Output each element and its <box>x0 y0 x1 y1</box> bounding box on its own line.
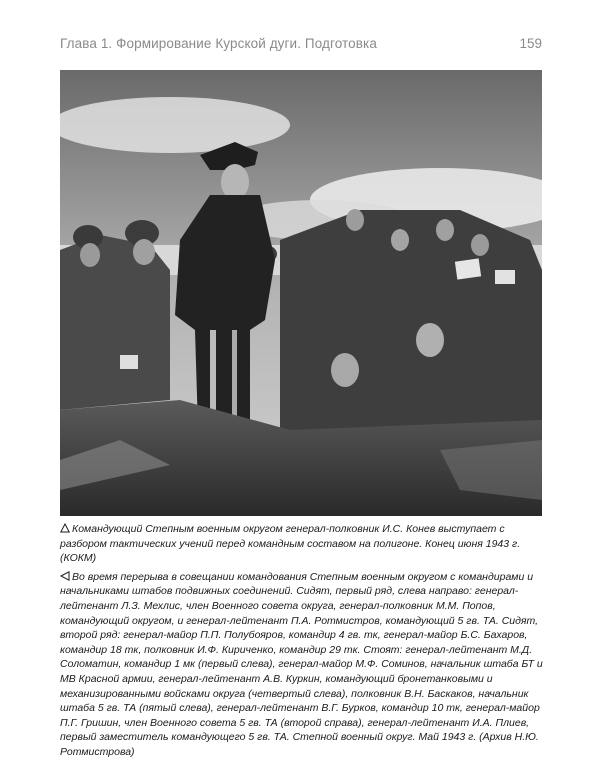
photo-paper <box>495 270 515 284</box>
page-number: 159 <box>519 36 542 51</box>
up-triangle-icon <box>60 523 70 535</box>
photo-face <box>436 219 454 241</box>
photo-face <box>331 353 359 387</box>
photo-face <box>416 323 444 357</box>
photo-face <box>80 243 100 267</box>
photo-face <box>391 229 409 251</box>
caption-text: Во время перерыва в совещании командования Степным военным округом с командирами и начальниками штабов подвижных соединений. Сидят, первый ряд, слева направо: генерал-лейтенант Л.З. Мехлис, член Военного совета округа, генерал-полковник М.М. Попов, командующий округом, и генерал-лейтенант П.А. Ротмистров, командующий 5 гв. ТА. Сидят, второй ряд: генерал-майор П.П. Полубояров, командир 4 гв. тк, генерал-майор Б.С. Бахаров, командир 18 тк, полковник И.Ф. Кириченко, командир 29 тк. Стоят: генерал-лейтенант М.Д. Соломатин, командир 1 мк (первый слева), генерал-майор М.Ф. Соминов, начальник штаба БТ и МВ Красной армии, генерал-лейтенант А.В. Куркин, командующий бронетанковыми и механизированными войсками округа (четвертый слева), полковник В.Н. Баскаков, начальник штаба 5 гв. ТА (пятый слева), генерал-лейтенант В.Г. Бурков, командир 10 тк, генерал-майор П.Г. Гришин, член Военного совета 5 гв. ТА (второй справа), генерал-лейтенант И.А. Плиев, первый заместитель командующего 5 гв. ТА. Степной военный округ. Май 1943 г. (Архив Н.Ю. Ротмистрова) <box>60 570 543 758</box>
photo-face <box>133 239 155 265</box>
photo-cloud <box>60 97 290 153</box>
photo-face <box>471 234 489 256</box>
running-header <box>60 36 542 51</box>
photo-officer-face <box>221 164 249 200</box>
caption-top-photo <box>60 522 544 566</box>
photo-face <box>346 209 364 231</box>
photo-soldiers-right <box>280 210 542 440</box>
photo-soldiers-left <box>60 235 170 410</box>
photo-captions <box>60 522 544 764</box>
caption-text: Командующий Степным военным округом генерал-полковник И.С. Конев выступает с разбором тактических учений перед командным составом на полигоне. Конец июня 1943 г. (КОКМ) <box>60 523 521 565</box>
photo-illustration <box>60 70 542 516</box>
chapter-title: Глава 1. Формирование Курской дуги. Подготовка <box>60 36 377 51</box>
historical-photo <box>60 70 542 516</box>
left-triangle-icon <box>60 571 70 583</box>
photo-paper <box>120 355 138 369</box>
caption-side-photo <box>60 570 544 760</box>
photo-paper <box>455 258 481 279</box>
